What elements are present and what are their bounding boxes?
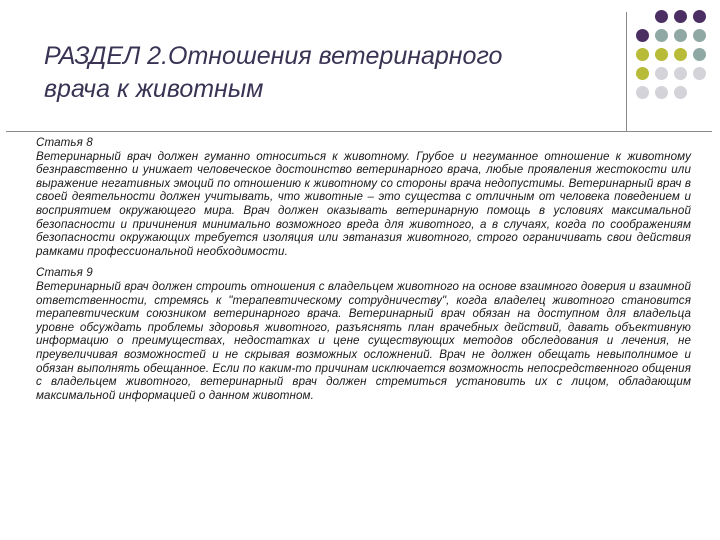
decorative-dot — [636, 48, 649, 61]
decorative-dot — [655, 29, 668, 42]
decorative-dot — [636, 86, 649, 99]
article-heading: Статья 8 — [36, 136, 93, 149]
decorative-dot — [636, 67, 649, 80]
article-text: Ветеринарный врач должен гуманно относиться к животному. Грубое и негуманное отношение к животному безнравственно и унижает человеческое достоинство ветеринарного врача, любые проявления жестокости или выражение негативных эмоций по отношению к животному со стороны врача недопустимы. Ветеринарный врач в своей деятельности должен учитывать, что животные – это существа с отличным от человека поведением и восприятием окружающего мира. Врач должен оказывать ветеринарную помощь в условиях максимальной безопасности и причинения минимально возможного вреда для животного, а в случаях, когда по соображениям безопасности окружающих требуется изоляция или эвтаназия животного, строго ограничивать свои действия рамками профессиональной необходимости. — [36, 149, 691, 258]
vertical-divider — [626, 12, 627, 132]
article-text: Ветеринарный врач должен строить отношения с владельцем животного на основе взаимного доверия и взаимной ответственности, стремясь к "терапевтическому сотрудничеству", когда владелец животного становится терапевтическим союзником ветеринарного врача. Ветеринарный врач обязан на доступном для владельца уровне обсуждать проблемы здоровья животного, разъяснять план врачебных действий, давать объективную информацию о преимуществах, недостатках и цене существующих методов обследования и лечения, не преувеличивая возможностей и не скрывая возможных осложнений. Врач не должен обещать невыполнимое и обязан выполнять обещанное. Если по каким-то причинам исключается возможность непосредственного общения с владельцем животного, ветеринарный врач должен стремиться установить их с лицом, обладающим максимальной информацией о данном животном. — [36, 279, 691, 402]
decorative-dot — [674, 10, 687, 23]
decorative-dot — [674, 29, 687, 42]
decorative-dot — [655, 48, 668, 61]
decorative-dot — [636, 29, 649, 42]
decorative-dot-grid — [636, 10, 716, 110]
decorative-dot — [655, 67, 668, 80]
decorative-dot — [693, 48, 706, 61]
decorative-dot — [693, 67, 706, 80]
decorative-dot — [674, 86, 687, 99]
slide-title-line-1: РАЗДЕЛ 2.Отношения ветеринарного — [44, 42, 503, 70]
decorative-dot — [655, 10, 668, 23]
decorative-dot — [693, 10, 706, 23]
article-heading: Статья 9 — [36, 266, 93, 280]
decorative-dot — [655, 86, 668, 99]
decorative-dot — [674, 67, 687, 80]
decorative-dot — [693, 29, 706, 42]
article-8 — [36, 136, 691, 258]
decorative-dot — [674, 48, 687, 61]
slide-title-line-2: врача к животным — [44, 75, 264, 103]
slide-body — [36, 136, 691, 410]
horizontal-divider — [6, 131, 712, 132]
slide-title — [44, 40, 604, 106]
article-9 — [36, 266, 691, 402]
